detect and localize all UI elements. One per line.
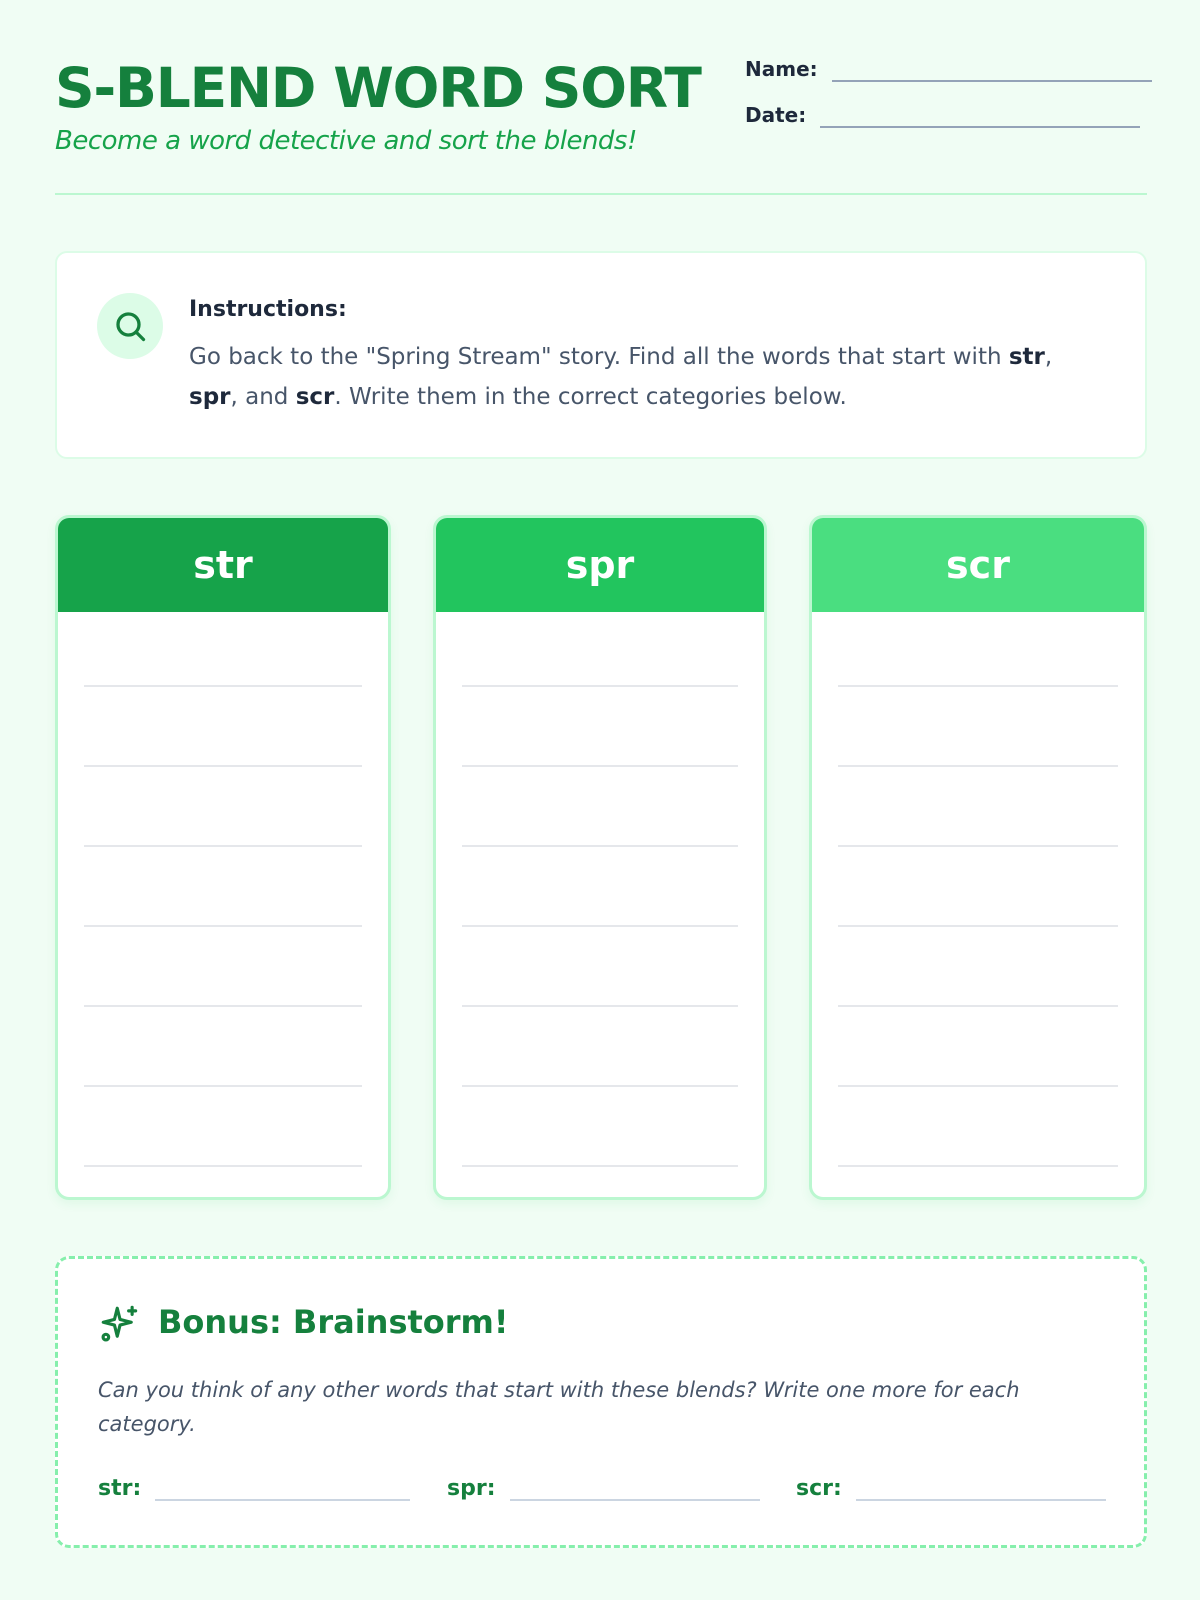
name-write-line[interactable] bbox=[832, 56, 1152, 82]
search-icon bbox=[112, 308, 148, 344]
write-line[interactable] bbox=[462, 845, 738, 847]
write-line[interactable] bbox=[84, 925, 362, 927]
bonus-label-spr: spr: bbox=[447, 1476, 496, 1501]
bonus-label-str: str: bbox=[98, 1476, 142, 1501]
bonus-text: Can you think of any other words that start with these blends? Write one more for each category. bbox=[98, 1378, 1020, 1436]
date-field bbox=[745, 102, 1140, 128]
bonus-write-line-scr[interactable] bbox=[856, 1471, 1106, 1501]
blend-spr: spr bbox=[189, 384, 231, 410]
date-label: Date: bbox=[745, 103, 807, 127]
instructions-card bbox=[55, 251, 1147, 459]
bonus-label-scr: scr: bbox=[796, 1476, 842, 1501]
instructions-title: Instructions: bbox=[189, 297, 347, 322]
header-divider bbox=[55, 193, 1147, 195]
write-line[interactable] bbox=[838, 1165, 1118, 1167]
column-header-str: str bbox=[58, 518, 388, 612]
write-line[interactable] bbox=[462, 685, 738, 687]
write-line[interactable] bbox=[84, 765, 362, 767]
page-title: S-BLEND WORD SORT bbox=[55, 56, 701, 120]
name-label: Name: bbox=[745, 57, 818, 81]
write-line[interactable] bbox=[838, 845, 1118, 847]
write-line[interactable] bbox=[462, 1165, 738, 1167]
bonus-answer-scr bbox=[796, 1471, 1106, 1501]
column-header-spr: spr bbox=[436, 518, 764, 612]
bonus-write-line-str[interactable] bbox=[155, 1471, 410, 1501]
date-write-line[interactable] bbox=[820, 102, 1140, 128]
column-str bbox=[55, 515, 391, 1200]
page-subtitle: Become a word detective and sort the blends! bbox=[55, 126, 637, 156]
search-icon-badge bbox=[97, 293, 163, 359]
bonus-answer-str bbox=[98, 1471, 410, 1501]
write-line[interactable] bbox=[84, 1005, 362, 1007]
write-line[interactable] bbox=[462, 1085, 738, 1087]
write-line[interactable] bbox=[84, 1085, 362, 1087]
write-line[interactable] bbox=[462, 765, 738, 767]
blend-scr: scr bbox=[295, 384, 335, 410]
write-line[interactable] bbox=[84, 845, 362, 847]
column-scr bbox=[809, 515, 1147, 1200]
sort-columns bbox=[55, 515, 1147, 1200]
write-line[interactable] bbox=[838, 925, 1118, 927]
bonus-write-line-spr[interactable] bbox=[510, 1471, 760, 1501]
blend-str: str bbox=[1008, 344, 1045, 370]
write-line[interactable] bbox=[838, 765, 1118, 767]
write-line[interactable] bbox=[84, 685, 362, 687]
name-field bbox=[745, 56, 1152, 82]
column-spr bbox=[433, 515, 767, 1200]
write-line[interactable] bbox=[838, 1005, 1118, 1007]
bonus-section bbox=[55, 1256, 1147, 1548]
column-header-scr: scr bbox=[812, 518, 1144, 612]
bonus-answer-spr bbox=[447, 1471, 760, 1501]
write-line[interactable] bbox=[838, 1085, 1118, 1087]
write-line[interactable] bbox=[462, 925, 738, 927]
write-line[interactable] bbox=[84, 1165, 362, 1167]
sparkles-icon bbox=[98, 1303, 140, 1345]
write-line[interactable] bbox=[838, 685, 1118, 687]
bonus-title: Bonus: Brainstorm! bbox=[158, 1303, 509, 1341]
instructions-text: Go back to the "Spring Stream" story. Find all the words that start with str, spr, and scr. Write them in the correct categories below. bbox=[189, 344, 1053, 410]
worksheet-header bbox=[55, 52, 1147, 197]
write-line[interactable] bbox=[462, 1005, 738, 1007]
